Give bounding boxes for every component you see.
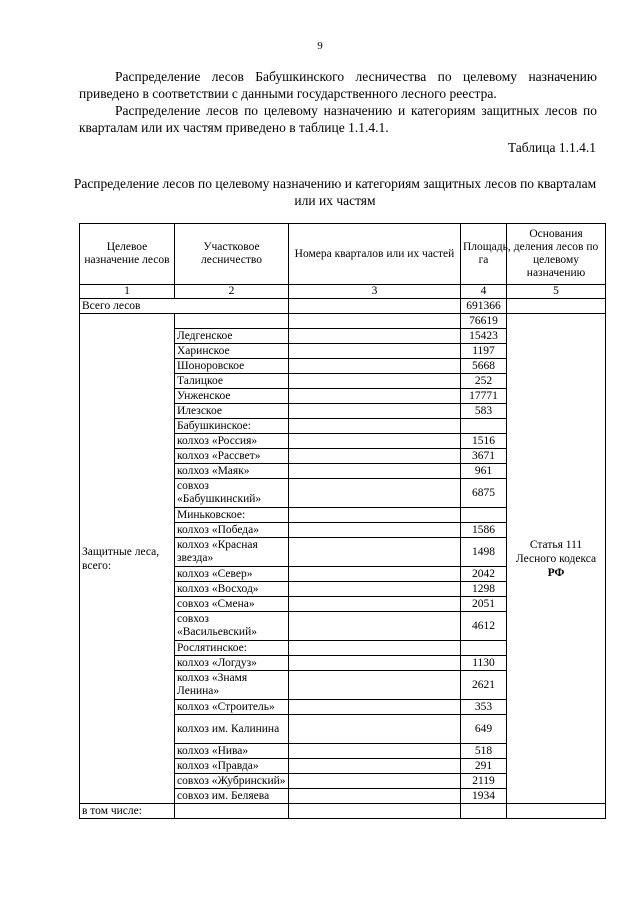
- district-area: 17771: [461, 389, 507, 404]
- quarters-cell: [289, 612, 461, 641]
- district-name: совхоз «Смена»: [175, 597, 289, 612]
- district-area: 1934: [461, 789, 507, 804]
- district-name: колхоз им. Калинина: [175, 715, 289, 744]
- quarters-cell: [289, 314, 461, 329]
- district-area: 2119: [461, 774, 507, 789]
- district-name: Бабушкинское:: [175, 419, 289, 434]
- quarters-cell: [289, 389, 461, 404]
- district-name: Илезское: [175, 404, 289, 419]
- quarters-cell: [289, 715, 461, 744]
- district-area: 15423: [461, 329, 507, 344]
- district-name: колхоз «Маяк»: [175, 464, 289, 479]
- district-name: колхоз «Победа»: [175, 523, 289, 538]
- col-number: 4: [461, 285, 507, 299]
- quarters-cell: [289, 789, 461, 804]
- district-area: 2621: [461, 671, 507, 700]
- basis-line-1: Статья 111 Лесного кодекса: [515, 538, 597, 565]
- district-name: Миньковское:: [175, 508, 289, 523]
- total-row: [80, 299, 606, 314]
- district-area: 353: [461, 700, 507, 715]
- quarters-cell: [289, 700, 461, 715]
- district-area: 5668: [461, 359, 507, 374]
- district-area: 1498: [461, 538, 507, 567]
- quarters-cell: [289, 508, 461, 523]
- district-area: 583: [461, 404, 507, 419]
- header-district: Участковое лесничество: [175, 224, 289, 285]
- protective-area: 76619: [461, 314, 507, 329]
- quarters-cell: [289, 523, 461, 538]
- quarters-cell: [289, 656, 461, 671]
- district-name: Талицкое: [175, 374, 289, 389]
- quarters-cell: [289, 419, 461, 434]
- district-name: колхоз «Восход»: [175, 582, 289, 597]
- quarters-cell: [289, 344, 461, 359]
- basis-cell: [507, 299, 606, 314]
- district-area: [461, 508, 507, 523]
- district-area: 2042: [461, 567, 507, 582]
- last-row-label: в том числе:: [80, 804, 175, 819]
- district-name: колхоз «Логдуз»: [175, 656, 289, 671]
- quarters-cell: [289, 464, 461, 479]
- header-basis: Основания деления лесов по целевому назначению: [507, 224, 606, 285]
- quarters-cell: [289, 641, 461, 656]
- quarters-cell: [289, 774, 461, 789]
- table-label: Таблица 1.1.4.1: [507, 140, 596, 155]
- district-area: 1516: [461, 434, 507, 449]
- basis-text: [507, 314, 606, 804]
- quarters-cell: [289, 597, 461, 612]
- district-name: колхоз «Красная звезда»: [175, 538, 289, 567]
- quarters-cell: [289, 434, 461, 449]
- district-cell: [175, 804, 289, 819]
- col-number: 5: [507, 285, 606, 299]
- column-number-row: [80, 285, 606, 299]
- district-name: колхоз «Россия»: [175, 434, 289, 449]
- total-label: Всего лесов: [80, 299, 289, 314]
- district-name: Харинское: [175, 344, 289, 359]
- quarters-cell: [289, 759, 461, 774]
- district-area: 518: [461, 744, 507, 759]
- col-number: 2: [175, 285, 289, 299]
- col-number: 3: [289, 285, 461, 299]
- district-name: Унженское: [175, 389, 289, 404]
- quarters-cell: [289, 582, 461, 597]
- quarters-cell: [289, 479, 461, 508]
- district-name: колхоз «Север»: [175, 567, 289, 582]
- last-row: [80, 804, 606, 819]
- district-name: Шоноровское: [175, 359, 289, 374]
- table-header-row: [80, 224, 606, 285]
- district-name: совхоз «Жубринский»: [175, 774, 289, 789]
- col-number: 1: [80, 285, 175, 299]
- intro-paragraph-1: Распределение лесов Бабушкинского лесничества по целевому назначению приведено в соответствии с данными государственного лесного реестра.: [79, 69, 597, 101]
- district-name: колхоз «Строитель»: [175, 700, 289, 715]
- quarters-cell: [289, 744, 461, 759]
- quarters-cell: [289, 359, 461, 374]
- quarters-cell: [289, 299, 461, 314]
- district-name: колхоз «Знамя Ленина»: [175, 671, 289, 700]
- district-area: [461, 419, 507, 434]
- district-area: 291: [461, 759, 507, 774]
- quarters-cell: [289, 449, 461, 464]
- total-area: 691366: [461, 299, 507, 314]
- intro-text: [79, 68, 597, 136]
- quarters-cell: [289, 804, 461, 819]
- quarters-cell: [289, 329, 461, 344]
- header-purpose: Целевое назначение лесов: [80, 224, 175, 285]
- quarters-cell: [289, 374, 461, 389]
- quarters-cell: [289, 538, 461, 567]
- district-area: 1586: [461, 523, 507, 538]
- district-area: 2051: [461, 597, 507, 612]
- district-area: 649: [461, 715, 507, 744]
- district-area: 1298: [461, 582, 507, 597]
- district-name: совхоз «Бабушкинский»: [175, 479, 289, 508]
- district-area: 1197: [461, 344, 507, 359]
- district-area: 961: [461, 464, 507, 479]
- district-name: совхоз им. Беляева: [175, 789, 289, 804]
- quarters-cell: [289, 404, 461, 419]
- table-caption: Распределение лесов по целевому назначению и категориям защитных лесов по кварталам или их частям: [73, 176, 597, 208]
- district-area: 1130: [461, 656, 507, 671]
- district-name: совхоз «Васильевский»: [175, 612, 289, 641]
- intro-paragraph-2: Распределение лесов по целевому назначению и категориям защитных лесов по кварталам или их частям приведено в таблице 1.1.4.1.: [79, 103, 597, 135]
- district-area: 4612: [461, 612, 507, 641]
- district-name: колхоз «Нива»: [175, 744, 289, 759]
- quarters-cell: [289, 567, 461, 582]
- district-area: 6875: [461, 479, 507, 508]
- district-name: колхоз «Правда»: [175, 759, 289, 774]
- protective-label: Защитные леса, всего:: [80, 314, 175, 804]
- district-cell: [175, 314, 289, 329]
- district-name: колхоз «Рассвет»: [175, 449, 289, 464]
- protective-total-row: [80, 314, 606, 329]
- page-number: 9: [317, 40, 323, 52]
- header-area: Площадь, га: [461, 224, 507, 285]
- quarters-cell: [289, 671, 461, 700]
- basis-line-2: РФ: [547, 566, 565, 579]
- district-area: 252: [461, 374, 507, 389]
- header-quarters: Номера кварталов или их частей: [289, 224, 461, 285]
- district-area: [461, 641, 507, 656]
- district-name: Ледгенское: [175, 329, 289, 344]
- area-cell: [461, 804, 507, 819]
- district-name: Рослятинское:: [175, 641, 289, 656]
- forest-distribution-table: [79, 223, 606, 819]
- basis-cell: [507, 804, 606, 819]
- district-area: 3671: [461, 449, 507, 464]
